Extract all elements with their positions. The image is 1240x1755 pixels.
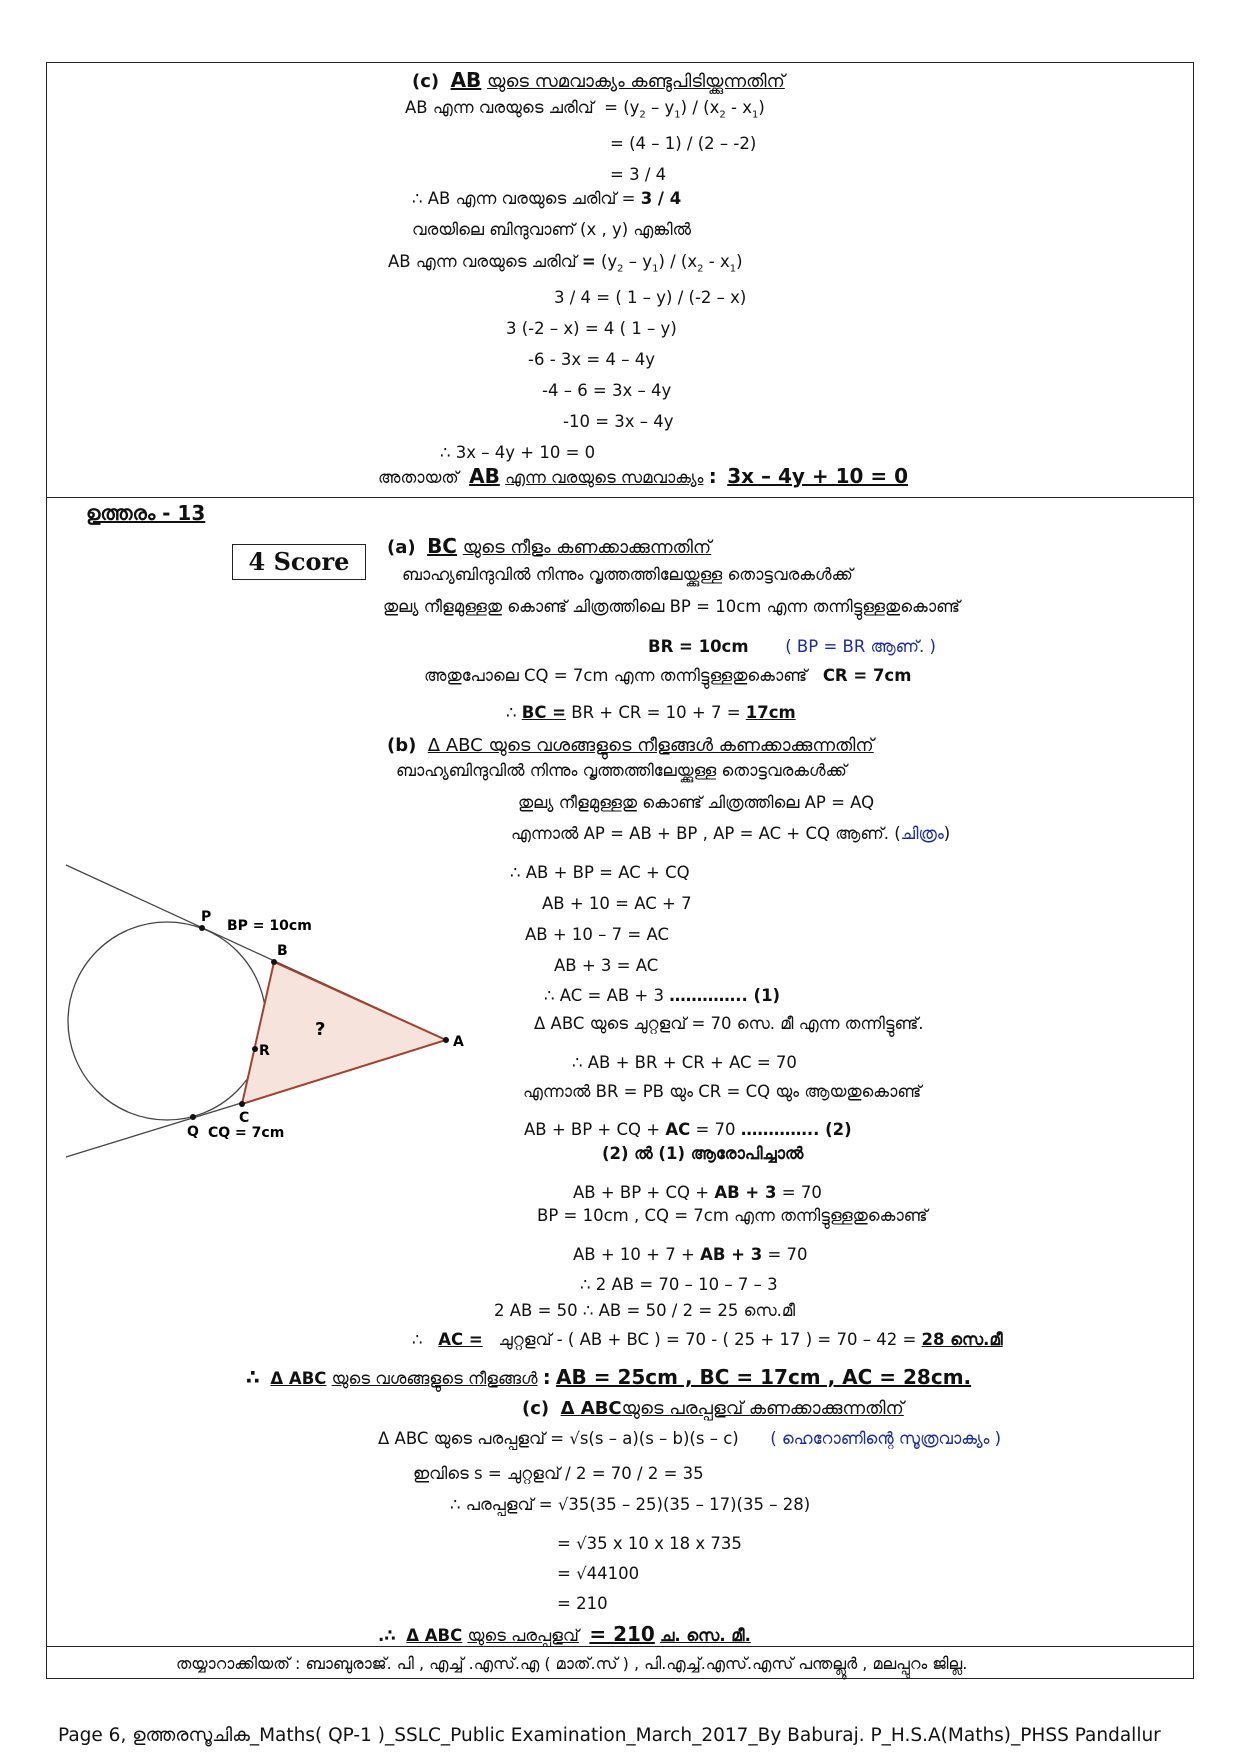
point-C <box>239 1101 245 1107</box>
point-P <box>199 925 205 931</box>
calc-line: ഇവിടെ s = ചുറ്റളവ് / 2 = 70 / 2 = 35 <box>413 1464 704 1483</box>
calc-line: AB + 3 = AC <box>554 956 659 975</box>
text-line: ബാഹ്യബിന്ദുവിൽ നിന്നും വൃത്തത്തിലേയ്ക്കുള്ള തൊട്ടവരകൾക്ക് <box>402 565 853 584</box>
ab-equation-result: അതായത് AB എന്ന വരയുടെ സമവാക്യം : 3x – 4y + 10 = 0 <box>378 464 909 488</box>
calc-line: വരയിലെ ബിന്ദുവാണ് (x , y) എങ്കിൽ <box>412 220 691 239</box>
calc-line: -6 - 3x = 4 – 4y <box>528 350 655 369</box>
cr-line: അതുപോലെ CQ = 7cm എന്ന തന്നിട്ടുള്ളതുകൊണ്ട് CR = 7cm <box>424 666 912 685</box>
point-R <box>252 1046 258 1052</box>
ac-result: ∴ AC = ചുറ്റളവ് - ( AB + BC ) = 70 - ( 25 + 17 ) = 70 – 42 = 28 സെ.മീ <box>412 1330 1003 1349</box>
label-Q: Q <box>187 1124 199 1140</box>
part-a-heading: (a) BC യുടെ നീളം കണക്കാക്കുന്നതിന് <box>387 534 712 558</box>
br-line: BR = 10cm ( BP = BR ആണ്. ) <box>648 637 936 656</box>
label-question: ? <box>315 1019 326 1040</box>
tangent-circle-figure <box>60 855 480 1175</box>
text-line: BP = 10cm , CQ = 7cm എന്ന തന്നിട്ടുള്ളതുകൊണ്ട് <box>537 1206 928 1225</box>
calc-line: -10 = 3x – 4y <box>563 412 674 431</box>
calc-line: = 3 / 4 <box>610 165 667 184</box>
area-result: .∴ Δ ABC യുടെ പരപ്പളവ് = 210 ച. സെ. മീ. <box>378 1622 751 1646</box>
point-B <box>271 959 277 965</box>
slope-formula: AB എന്ന വരയുടെ ചരിവ് = $(y_2 - y_1) / (x_2 - x_1)$ <box>405 98 765 121</box>
calc-line: ∴ പരപ്പളവ് = √35(35 – 25)(35 – 17)(35 – 28) <box>450 1495 811 1514</box>
sides-result: ∴ Δ ABC യുടെ വശങ്ങളുടെ നീളങ്ങൾ : AB = 25cm , BC = 17cm , AC = 28cm. <box>246 1365 972 1389</box>
calc-line: = √44100 <box>557 1564 640 1583</box>
calc-line: AB + 10 = AC + 7 <box>542 894 692 913</box>
label-P: P <box>201 909 212 925</box>
calc-line: ∴ AB + BR + CR + AC = 70 <box>572 1053 797 1072</box>
page-footer: Page 6, ഉത്തരസൂചിക_Maths( QP-1 )_SSLC_Public Examination_March_2017_By Baburaj. P_H.S.A(Maths)_PHSS Pandallur <box>58 1725 1161 1746</box>
part-c-heading: (c) AB യുടെ സമവാക്യം കണ്ടുപിടിയ്ക്കുന്നതിന് <box>412 68 785 92</box>
score-box: 4 Score <box>232 544 366 580</box>
slope-formula-2: AB എന്ന വരയുടെ ചരിവ് = $(y_2 - y_1) / (x_2 - x_1)$ <box>388 252 743 275</box>
equation-2: AB + BP + CQ + AC = 70 ………….. (2) <box>524 1120 852 1139</box>
calc-line: ∴ 3x – 4y + 10 = 0 <box>440 443 596 462</box>
heron-formula: Δ ABC യുടെ പരപ്പളവ് = √s(s – a)(s – b)(s – c) ( ഹെറോണിന്റെ സൂത്രവാക്യം ) <box>378 1429 1002 1448</box>
point-A <box>443 1037 449 1043</box>
calc-line: AB + 10 + 7 + AB + 3 = 70 <box>573 1245 808 1264</box>
label-R: R <box>259 1043 270 1059</box>
text-line: എന്നാൽ AP = AB + BP , AP = AC + CQ ആണ്. (ചിത്രം) <box>511 824 951 843</box>
calc-line: ∴ AB + BP = AC + CQ <box>510 863 690 882</box>
calc-line: = √35 x 10 x 18 x 735 <box>557 1534 742 1553</box>
text-line: (2) ൽ (1) ആരോപിച്ചാൽ <box>602 1144 804 1163</box>
circle <box>68 922 266 1120</box>
calc-line: = (4 – 1) / (2 – -2) <box>610 134 757 153</box>
part-b-heading: (b) Δ ABC യുടെ വശങ്ങളുടെ നീളങ്ങൾ കണക്കാക്കുന്നതിന് <box>387 735 874 756</box>
text-line: ബാഹ്യബിന്ദുവിൽ നിന്നും വൃത്തത്തിലേയ്ക്കുള്ള തൊട്ടവരകൾക്ക് <box>396 761 847 780</box>
text-line: തുല്യ നീളമുള്ളതു കൊണ്ട് ചിത്രത്തിലെ AP = AQ <box>518 793 875 812</box>
label-C: C <box>239 1110 250 1126</box>
point-Q <box>190 1114 196 1120</box>
text-line: തുല്യ നീളമുള്ളതു കൊണ്ട് ചിത്രത്തിലെ BP = 10cm എന്ന തന്നിട്ടുള്ളതുകൊണ്ട് <box>383 597 960 616</box>
calc-line: -4 – 6 = 3x – 4y <box>542 381 672 400</box>
calc-line: 3 / 4 = ( 1 – y) / (-2 – x) <box>554 288 747 307</box>
triangle-abc <box>242 962 446 1104</box>
calc-line: AB + 10 – 7 = AC <box>525 925 669 944</box>
text-line: Δ ABC യുടെ ചുറ്റളവ് = 70 സെ. മീ എന്ന തന്നിട്ടുണ്ട്. <box>534 1014 924 1033</box>
label-BP: BP = 10cm <box>227 918 312 934</box>
calc-line: ∴ 2 AB = 70 – 10 – 7 – 3 <box>580 1275 778 1294</box>
calc-line: 3 (-2 – x) = 4 ( 1 – y) <box>506 319 677 338</box>
text-line: എന്നാൽ BR = PB യും CR = CQ യും ആയതുകൊണ്ട് <box>523 1082 922 1101</box>
label-A: A <box>453 1034 464 1050</box>
calc-line: = 210 <box>557 1594 608 1613</box>
part-c-area-heading: (c) Δ ABCയുടെ പരപ്പളവ് കണക്കാക്കുന്നതിന് <box>522 1398 904 1419</box>
section-divider-1 <box>46 497 1194 498</box>
label-B: B <box>277 943 288 959</box>
equation-1: ∴ AC = AB + 3 ………….. (1) <box>544 986 781 1005</box>
slope-result: ∴ AB എന്ന വരയുടെ ചരിവ് = 3 / 4 <box>412 189 682 208</box>
label-CQ: CQ = 7cm <box>208 1125 285 1141</box>
credit-line: തയ്യാറാക്കിയത് : ബാബുരാജ്. പി , എച്ച് .എസ്.എ ( മാത്.സ് ) , പി.എച്ച്.എസ്.എസ് പന്തല്ലൂർ , മലപ്പുറം ജില്ല. <box>176 1654 968 1673</box>
answer-13-label: ഉത്തരം - 13 <box>86 501 206 525</box>
bc-result: ∴ BC = BR + CR = 10 + 7 = 17cm <box>506 703 796 722</box>
ab-result: 2 AB = 50 ∴ AB = 50 / 2 = 25 സെ.മീ <box>494 1301 796 1320</box>
calc-line: AB + BP + CQ + AB + 3 = 70 <box>573 1183 822 1202</box>
